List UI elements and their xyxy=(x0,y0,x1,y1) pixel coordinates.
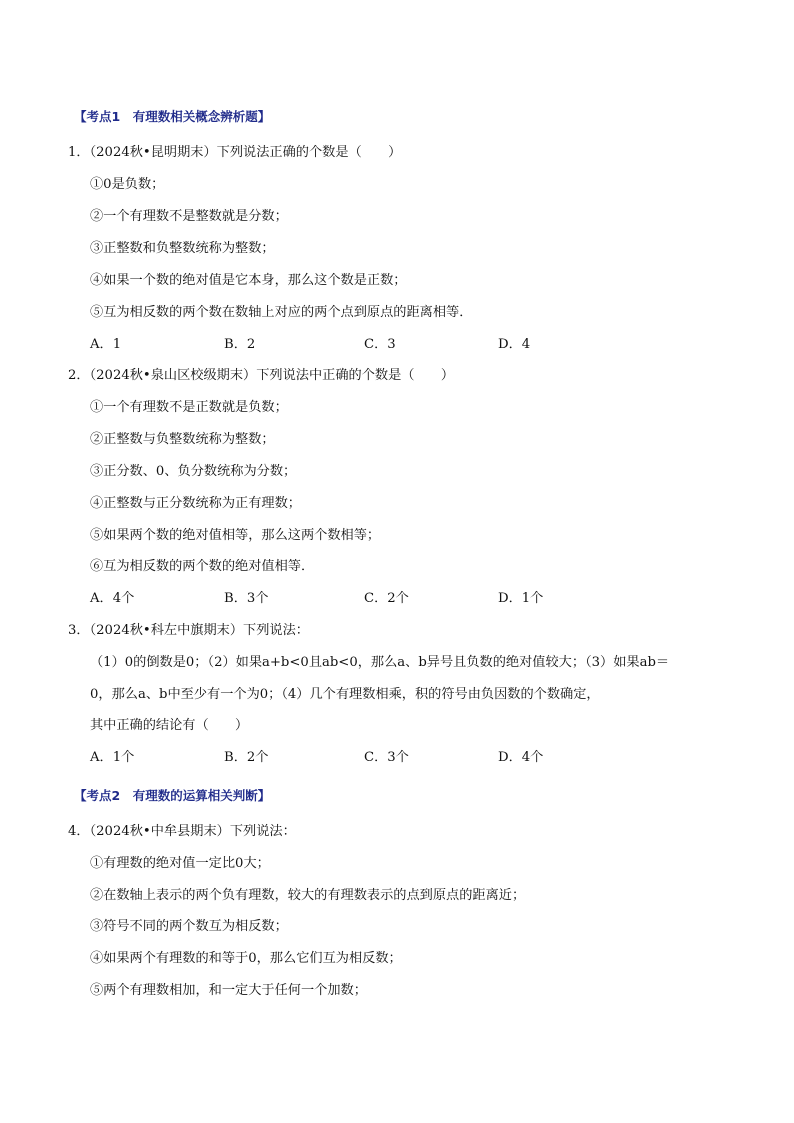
question-2-item-2: ②正整数与负整数统称为整数； xyxy=(90,432,275,447)
question-2-option-d: D．1个 xyxy=(498,591,544,606)
question-3-option-b: B．2个 xyxy=(224,750,269,765)
question-1-item-5: ⑤互为相反数的两个数在数轴上对应的两个点到原点的距离相等． xyxy=(90,305,473,320)
question-3-line-3: 其中正确的结论有（ ） xyxy=(90,718,249,733)
question-2-stem: 2．（2024秋•泉山区校级期末）下列说法中正确的个数是（ ） xyxy=(68,368,455,383)
question-1-option-c: C．3 xyxy=(364,337,396,352)
question-4-item-2: ②在数轴上表示的两个负有理数，较大的有理数表示的点到原点的距离近； xyxy=(90,888,526,903)
question-1-option-b: B．2 xyxy=(224,337,256,352)
question-2-item-4: ④正整数与正分数统称为正有理数； xyxy=(90,496,301,511)
question-3-option-c: C．3个 xyxy=(364,750,409,765)
question-1-option-a: A．1 xyxy=(90,337,122,352)
question-2-option-b: B．3个 xyxy=(224,591,269,606)
question-2-options xyxy=(90,590,730,608)
question-3-options xyxy=(90,749,730,767)
section-title-2: 【考点2 有理数的运算相关判断】 xyxy=(74,788,271,803)
question-1-options xyxy=(90,336,730,354)
question-2-option-a: A．4个 xyxy=(90,591,135,606)
question-2-item-5: ⑤如果两个数的绝对值相等，那么这两个数相等； xyxy=(90,528,381,543)
question-1-stem: 1．（2024秋•昆明期末）下列说法正确的个数是（ ） xyxy=(68,145,402,160)
question-3-option-a: A．1个 xyxy=(90,750,135,765)
question-3-option-d: D．4个 xyxy=(498,750,544,765)
question-3-stem: 3．（2024秋•科左中旗期末）下列说法： xyxy=(68,623,309,638)
question-4-item-5: ⑤两个有理数相加，和一定大于任何一个加数； xyxy=(90,983,367,998)
question-2-item-6: ⑥互为相反数的两个数的绝对值相等． xyxy=(90,559,315,574)
question-3-line-1: （1）0的倒数是0；（2）如果a+b<0且ab<0，那么a、b异号且负数的绝对值较大；（3）如果ab＝ xyxy=(90,655,670,670)
question-2-option-c: C．2个 xyxy=(364,591,409,606)
question-4-item-3: ③符号不同的两个数互为相反数； xyxy=(90,919,288,934)
section-title-1: 【考点1 有理数相关概念辨析题】 xyxy=(74,109,271,124)
question-1-item-4: ④如果一个数的绝对值是它本身，那么这个数是正数； xyxy=(90,273,407,288)
question-2-item-1: ①一个有理数不是正数就是负数； xyxy=(90,400,288,415)
question-1-option-d: D．4 xyxy=(498,337,531,352)
question-3-line-2: 0，那么a、b中至少有一个为0；（4）几个有理数相乘，积的符号由负因数的个数确定， xyxy=(90,687,600,702)
question-4-item-1: ①有理数的绝对值一定比0大； xyxy=(90,856,270,871)
question-1-item-1: ①0是负数； xyxy=(90,177,165,192)
question-4-item-4: ④如果两个有理数的和等于0，那么它们互为相反数； xyxy=(90,951,402,966)
question-2-item-3: ③正分数、0、负分数统称为分数； xyxy=(90,464,297,479)
question-1-item-2: ②一个有理数不是整数就是分数； xyxy=(90,209,288,224)
question-4-stem: 4．（2024秋•中牟县期末）下列说法： xyxy=(68,824,296,839)
question-1-item-3: ③正整数和负整数统称为整数； xyxy=(90,241,275,256)
